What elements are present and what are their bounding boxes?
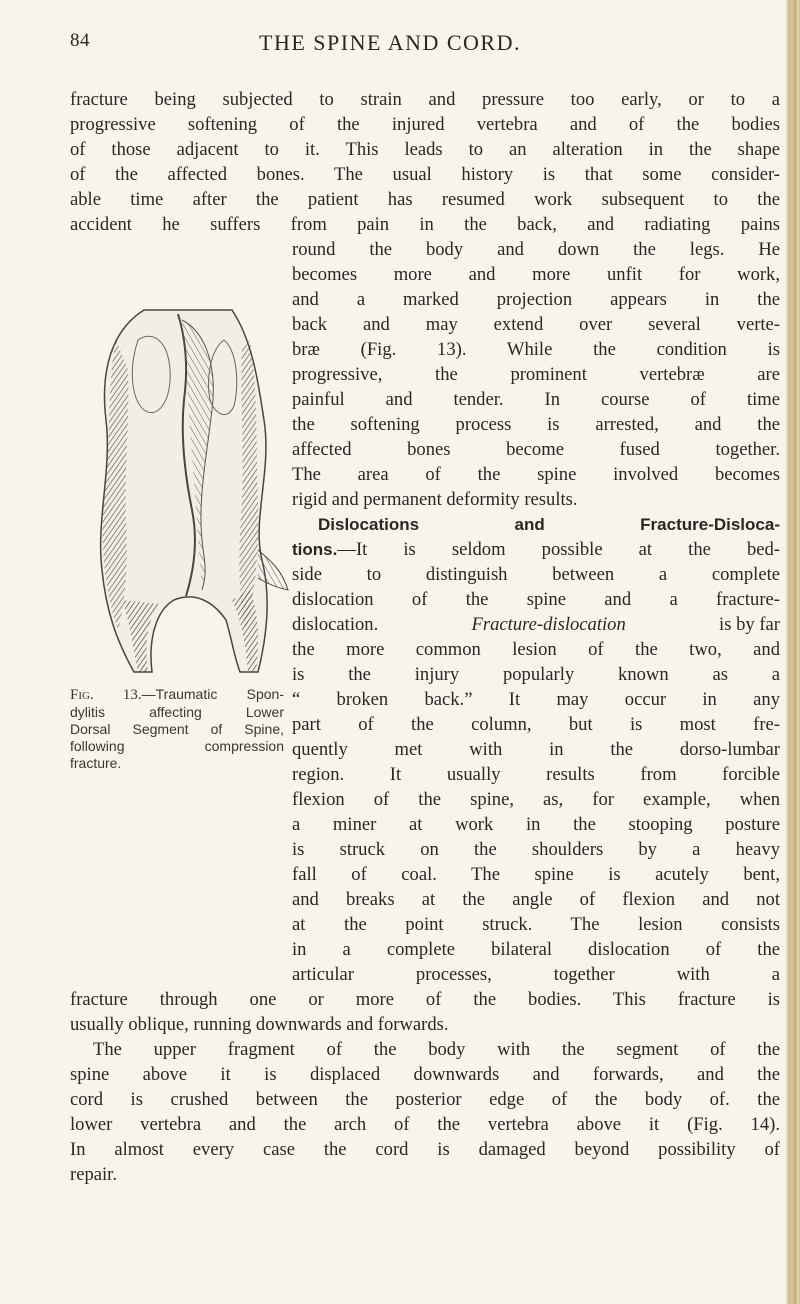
page-number: 84 xyxy=(70,30,90,51)
body-line: accident he suffers from pain in the back, and radiating pains xyxy=(70,214,780,235)
figure-caption xyxy=(70,686,284,772)
page-edge-shadow xyxy=(786,0,800,1304)
italic-term: Fracture-dislocation xyxy=(471,614,626,635)
column-line: “ broken back.” It may occur in any xyxy=(292,689,780,710)
column-line: The area of the spine involved becomes xyxy=(292,464,780,485)
caption-text: —Traumatic Spon- xyxy=(141,686,285,702)
column-line: painful and tender. In course of time xyxy=(292,389,780,410)
column-line: round the body and down the legs. He xyxy=(292,239,780,260)
column-line: rigid and permanent deformity results. xyxy=(292,489,578,510)
body-line: repair. xyxy=(70,1164,117,1185)
caption-line: fracture. xyxy=(70,755,122,771)
body-line: able time after the patient has resumed work subsequent to the xyxy=(70,189,780,210)
column-line: the more common lesion of the two, and xyxy=(292,639,780,660)
section-heading-line xyxy=(292,537,780,562)
body-line: usually oblique, running downwards and forwards. xyxy=(70,1014,449,1035)
column-line: becomes more and more unfit for work, xyxy=(292,264,780,285)
column-line: at the point struck. The lesion consists xyxy=(292,914,780,935)
caption-line: Dorsal Segment of Spine, xyxy=(70,721,284,737)
column-line: in a complete bilateral dislocation of the xyxy=(292,939,780,960)
column-line: bræ (Fig. 13). While the condition is xyxy=(292,339,780,360)
body-line: spine above it is displaced downwards and forwards, and the xyxy=(70,1064,780,1085)
text-segment: is by far xyxy=(719,614,780,635)
column-line: back and may extend over several verte- xyxy=(292,314,780,335)
body-line: of the affected bones. The usual history is that some consider- xyxy=(70,164,780,185)
section-heading: Dislocations and Fracture-Disloca- xyxy=(318,515,780,534)
caption-line xyxy=(70,686,284,704)
column-line: quently met with in the dorso-lumbar xyxy=(292,739,780,760)
body-line: fracture being subjected to strain and pressure too early, or to a xyxy=(70,89,780,110)
section-heading-end: tions. xyxy=(292,540,338,559)
column-line: fall of coal. The spine is acutely bent, xyxy=(292,864,780,885)
page-title: THE SPINE AND CORD. xyxy=(259,30,521,55)
column-line: flexion of the spine, as, for example, when xyxy=(292,789,780,810)
column-line: and breaks at the angle of flexion and not xyxy=(292,889,780,910)
column-line: affected bones become fused together. xyxy=(292,439,780,460)
body-line: of those adjacent to it. This leads to an alteration in the shape xyxy=(70,139,780,160)
running-head xyxy=(70,30,710,56)
text-segment: dislocation. xyxy=(292,614,379,635)
column-line: region. It usually results from forcible xyxy=(292,764,780,785)
caption-line: following compression xyxy=(70,738,284,754)
body-line: In almost every case the cord is damaged beyond possibility of xyxy=(70,1139,780,1160)
column-line-italic xyxy=(292,612,780,637)
column-line: a miner at work in the stooping posture xyxy=(292,814,780,835)
column-line-text: —It is seldom possible at the bed- xyxy=(337,539,780,560)
body-line: lower vertebra and the arch of the vertebra above it (Fig. 14). xyxy=(70,1114,780,1135)
body-line: fracture through one or more of the bodies. This fracture is xyxy=(70,989,780,1010)
body-line: cord is crushed between the posterior edge of the body of. the xyxy=(70,1089,780,1110)
column-line: part of the column, but is most fre- xyxy=(292,714,780,735)
column-line: the softening process is arrested, and the xyxy=(292,414,780,435)
body-line: progressive softening of the injured vertebra and of the bodies xyxy=(70,114,780,135)
column-line: side to distinguish between a complete xyxy=(292,564,780,585)
column-line: and a marked projection appears in the xyxy=(292,289,780,310)
column-line: is the injury popularly known as a xyxy=(292,664,780,685)
column-line: is struck on the shoulders by a heavy xyxy=(292,839,780,860)
body-line: The upper fragment of the body with the segment of the xyxy=(93,1039,780,1060)
column-line: progressive, the prominent vertebræ are xyxy=(292,364,780,385)
column-line: articular processes, together with a xyxy=(292,964,780,985)
column-line: dislocation of the spine and a fracture- xyxy=(292,589,780,610)
figure-label: Fig. 13. xyxy=(70,687,142,703)
spine-illustration xyxy=(82,300,292,680)
caption-line: dylitis affecting Lower xyxy=(70,704,284,720)
